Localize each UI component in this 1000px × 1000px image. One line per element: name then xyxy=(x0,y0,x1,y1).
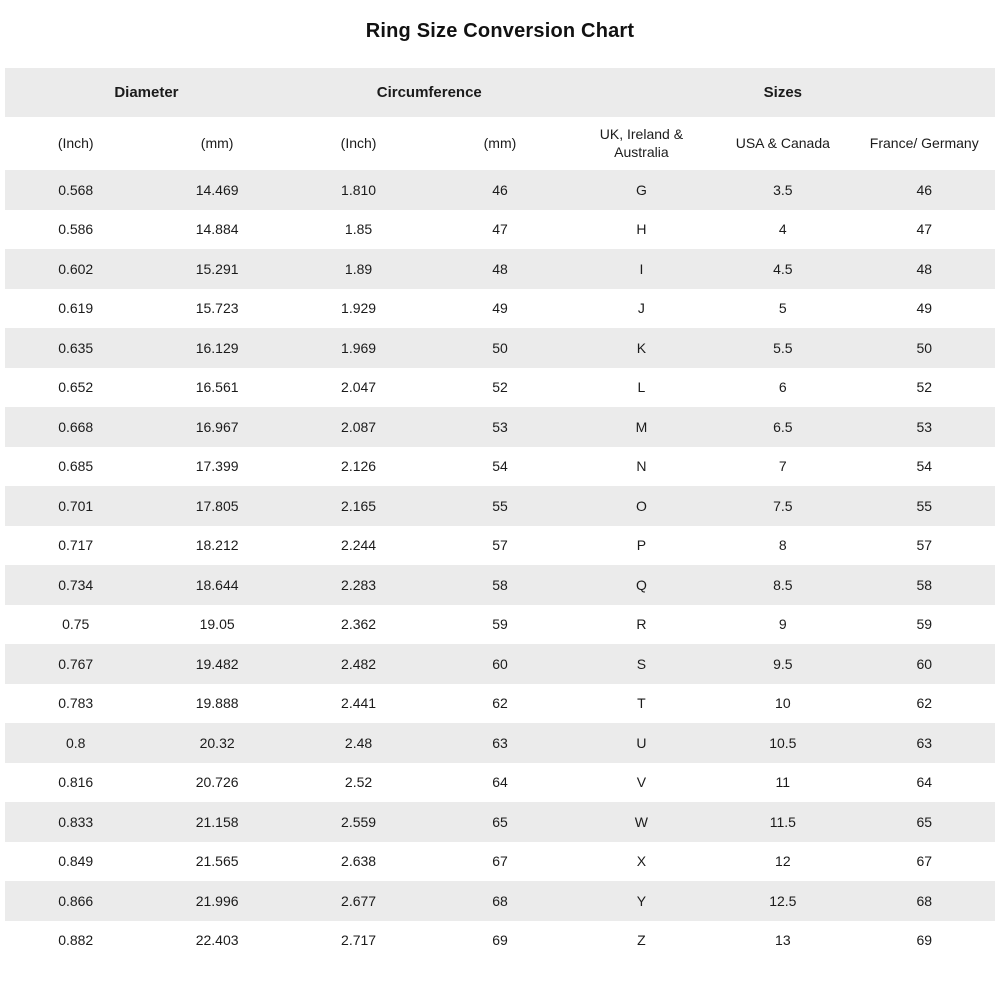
table-row xyxy=(5,605,995,645)
table-cell: 21.996 xyxy=(195,892,239,909)
table-cell: 14.884 xyxy=(195,221,239,238)
table-cell: 54 xyxy=(492,458,508,475)
table-cell: 19.05 xyxy=(199,616,235,633)
table-cell: 13 xyxy=(775,932,791,949)
table-cell: 6.5 xyxy=(773,418,793,435)
table-cell: 65 xyxy=(916,813,933,830)
column-header-row xyxy=(5,117,995,170)
table-cell: 1.89 xyxy=(344,260,373,277)
table-cell: 0.652 xyxy=(58,379,94,396)
table-row xyxy=(5,842,995,882)
table-row xyxy=(5,565,995,605)
table-cell: 0.866 xyxy=(58,892,94,909)
table-cell: 53 xyxy=(492,418,508,435)
table-cell: 50 xyxy=(916,339,933,356)
table-cell: 2.677 xyxy=(341,892,377,909)
table-cell: 12 xyxy=(775,853,791,870)
table-cell: 0.701 xyxy=(58,497,94,514)
table-cell: H xyxy=(636,221,647,238)
table-cell: 1.929 xyxy=(341,300,377,317)
table-cell: 17.399 xyxy=(195,458,239,475)
table-cell: 58 xyxy=(492,576,508,593)
table-cell: Q xyxy=(635,576,647,593)
table-cell: 46 xyxy=(916,181,933,198)
table-cell: 47 xyxy=(492,221,508,238)
table-cell: P xyxy=(636,537,647,554)
table-cell: 0.833 xyxy=(58,813,94,830)
table-cell: 0.568 xyxy=(58,181,94,198)
table-cell: 9.5 xyxy=(773,655,793,672)
page-title: Ring Size Conversion Chart xyxy=(365,20,635,42)
table-row xyxy=(5,763,995,803)
table-cell: 10 xyxy=(775,695,791,712)
table-cell: 0.849 xyxy=(58,853,94,870)
table-cell: Y xyxy=(636,892,647,909)
table-cell: 8.5 xyxy=(773,576,793,593)
table-cell: N xyxy=(636,458,647,475)
table-cell: L xyxy=(637,379,646,396)
table-cell: V xyxy=(636,774,647,791)
table-cell: 2.047 xyxy=(341,379,377,396)
table-cell: 63 xyxy=(492,734,508,751)
table-row xyxy=(5,289,995,329)
table-cell: 52 xyxy=(492,379,508,396)
table-cell: 0.734 xyxy=(58,576,94,593)
table-cell: 9 xyxy=(778,616,787,633)
table-cell: 4 xyxy=(778,221,787,238)
table-cell: 11.5 xyxy=(769,813,796,830)
table-cell: 63 xyxy=(916,734,933,751)
table-cell: 0.602 xyxy=(58,260,94,277)
table-cell: 53 xyxy=(916,418,933,435)
table-cell: 0.8 xyxy=(65,734,86,751)
table-row xyxy=(5,921,995,961)
table-cell: 1.969 xyxy=(341,339,377,356)
table-cell: 8 xyxy=(778,537,787,554)
table-cell: 69 xyxy=(492,932,508,949)
table-cell: 67 xyxy=(916,853,933,870)
group-header-circumference: Circumference xyxy=(376,84,482,101)
table-cell: 2.126 xyxy=(341,458,377,475)
table-cell: 1.810 xyxy=(341,181,377,198)
table-cell: 2.482 xyxy=(341,655,377,672)
table-cell: R xyxy=(636,616,647,633)
table-cell: 2.362 xyxy=(341,616,377,633)
table-cell: S xyxy=(636,655,647,672)
table-cell: 0.75 xyxy=(62,616,90,633)
table-cell: O xyxy=(635,497,647,514)
table-cell: 65 xyxy=(492,813,508,830)
table-row xyxy=(5,407,995,447)
table-cell: 7.5 xyxy=(773,497,793,514)
table-cell: 15.291 xyxy=(195,260,239,277)
column-header-4: UK, Ireland & Australia xyxy=(599,126,684,160)
table-cell: 2.441 xyxy=(341,695,377,712)
table-cell: 16.967 xyxy=(195,418,239,435)
table-cell: 57 xyxy=(492,537,508,554)
table-row xyxy=(5,644,995,684)
table-cell: 18.644 xyxy=(195,576,239,593)
table-cell: 2.52 xyxy=(344,774,373,791)
table-cell: 20.32 xyxy=(199,734,235,751)
column-header-0: (Inch) xyxy=(57,134,94,151)
table-cell: 0.619 xyxy=(58,300,94,317)
table-cell: 60 xyxy=(492,655,508,672)
table-cell: 49 xyxy=(492,300,508,317)
table-cell: X xyxy=(636,853,647,870)
table-row xyxy=(5,210,995,250)
table-cell: Z xyxy=(637,932,646,949)
table-cell: T xyxy=(637,695,646,712)
column-header-3: (mm) xyxy=(483,134,517,151)
table-cell: 16.561 xyxy=(195,379,239,396)
table-row xyxy=(5,170,995,210)
table-head xyxy=(5,68,995,170)
ring-size-table xyxy=(5,68,995,960)
table-cell: 0.767 xyxy=(58,655,94,672)
table-cell: 5.5 xyxy=(773,339,793,356)
group-header-diameter: Diameter xyxy=(114,84,179,101)
table-cell: 0.783 xyxy=(58,695,94,712)
table-cell: 64 xyxy=(492,774,508,791)
table-cell: 64 xyxy=(916,774,933,791)
table-cell: W xyxy=(634,813,648,830)
table-cell: 2.165 xyxy=(341,497,377,514)
table-cell: 10.5 xyxy=(769,734,797,751)
table-cell: 59 xyxy=(492,616,508,633)
table-cell: 1.85 xyxy=(344,221,373,238)
table-cell: 0.586 xyxy=(58,221,94,238)
table-cell: 6 xyxy=(778,379,787,396)
table-row xyxy=(5,249,995,289)
table-cell: 5 xyxy=(778,300,787,317)
table-cell: J xyxy=(637,300,645,317)
table-cell: 48 xyxy=(492,260,508,277)
group-header-row xyxy=(5,68,995,117)
table-cell: 2.087 xyxy=(341,418,377,435)
table-cell: M xyxy=(635,418,648,435)
table-cell: 14.469 xyxy=(195,181,239,198)
table-cell: 59 xyxy=(916,616,933,633)
table-cell: 0.882 xyxy=(58,932,94,949)
table-cell: 48 xyxy=(916,260,933,277)
table-cell: 15.723 xyxy=(195,300,239,317)
table-cell: 21.158 xyxy=(195,813,239,830)
table-cell: 17.805 xyxy=(195,497,239,514)
table-cell: 0.717 xyxy=(58,537,94,554)
table-cell: 47 xyxy=(916,221,933,238)
table-cell: 69 xyxy=(916,932,933,949)
table-cell: 2.283 xyxy=(341,576,377,593)
table-row xyxy=(5,368,995,408)
table-cell: 2.717 xyxy=(341,932,377,949)
table-cell: 55 xyxy=(492,497,508,514)
table-cell: 55 xyxy=(916,497,933,514)
table-row xyxy=(5,526,995,566)
table-cell: 58 xyxy=(916,576,933,593)
table-cell: 4.5 xyxy=(773,260,793,277)
column-header-2: (Inch) xyxy=(340,134,377,151)
table-cell: 52 xyxy=(916,379,933,396)
table-cell: 0.816 xyxy=(58,774,94,791)
table-cell: 49 xyxy=(916,300,933,317)
table-cell: 19.482 xyxy=(195,655,239,672)
table-row xyxy=(5,802,995,842)
table-body xyxy=(5,170,995,960)
table-cell: 3.5 xyxy=(773,181,793,198)
table-cell: 2.559 xyxy=(341,813,377,830)
table-cell: 0.685 xyxy=(58,458,94,475)
table-cell: 2.48 xyxy=(344,734,373,751)
table-cell: 2.638 xyxy=(341,853,377,870)
table-cell: 68 xyxy=(492,892,508,909)
table-cell: I xyxy=(639,260,644,277)
table-cell: G xyxy=(635,181,647,198)
table-cell: 2.244 xyxy=(341,537,377,554)
table-cell: 7 xyxy=(778,458,787,475)
table-cell: 0.668 xyxy=(58,418,94,435)
table-cell: 0.635 xyxy=(58,339,94,356)
table-cell: 62 xyxy=(492,695,508,712)
table-cell: 22.403 xyxy=(195,932,239,949)
table-cell: 46 xyxy=(492,181,508,198)
table-cell: 62 xyxy=(916,695,933,712)
table-row xyxy=(5,881,995,921)
table-row xyxy=(5,328,995,368)
table-cell: 19.888 xyxy=(195,695,239,712)
table-cell: 54 xyxy=(916,458,933,475)
table-cell: 68 xyxy=(916,892,933,909)
column-header-6: France/ Germany xyxy=(869,134,979,151)
table-row xyxy=(5,684,995,724)
column-header-5: USA & Canada xyxy=(735,134,830,151)
table-cell: 18.212 xyxy=(195,537,239,554)
table-cell: 60 xyxy=(916,655,933,672)
group-header-sizes: Sizes xyxy=(763,84,803,101)
table-row xyxy=(5,486,995,526)
table-cell: 67 xyxy=(492,853,508,870)
table-row xyxy=(5,447,995,487)
table-cell: U xyxy=(636,734,647,751)
table-cell: K xyxy=(636,339,647,356)
table-cell: 20.726 xyxy=(195,774,239,791)
table-row xyxy=(5,723,995,763)
table-cell: 16.129 xyxy=(195,339,239,356)
table-cell: 12.5 xyxy=(769,892,797,909)
table-cell: 11 xyxy=(775,774,791,791)
table-cell: 21.565 xyxy=(195,853,239,870)
table-cell: 57 xyxy=(916,537,933,554)
table-cell: 50 xyxy=(492,339,508,356)
column-header-1: (mm) xyxy=(200,134,234,151)
